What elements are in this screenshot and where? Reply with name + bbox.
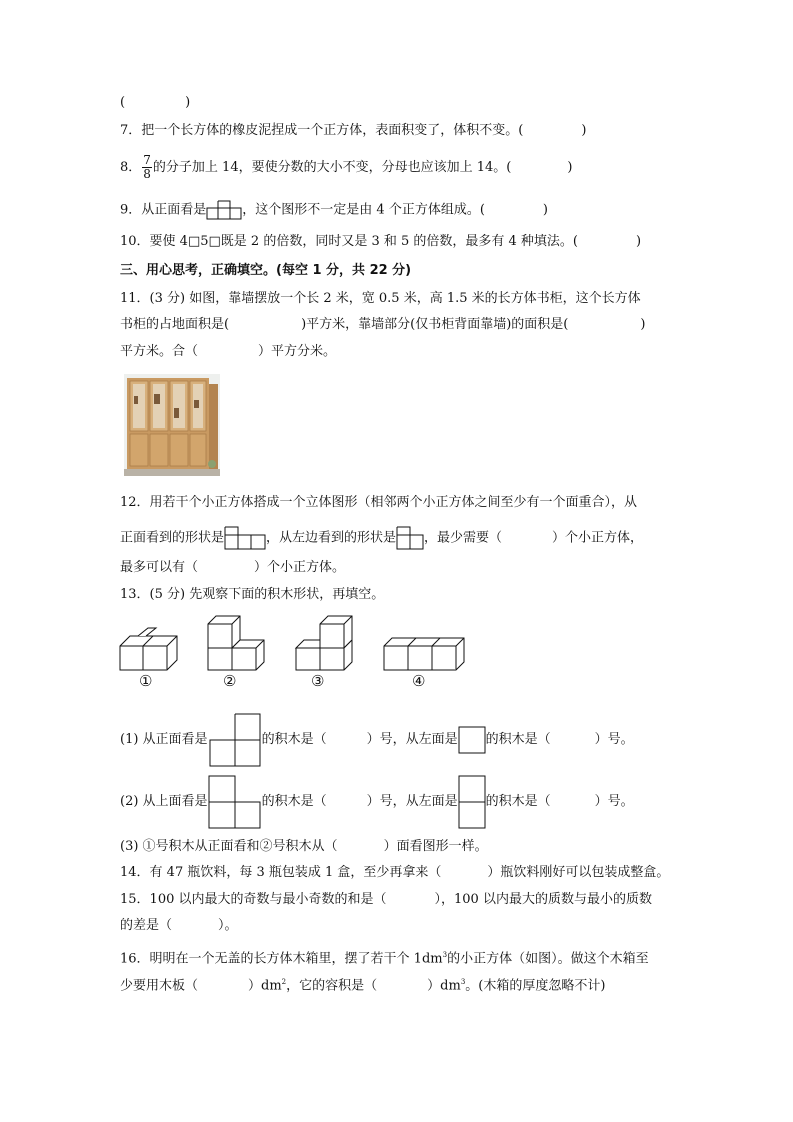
q12-left-view-figure [396, 526, 424, 550]
block-label-2: ② [223, 672, 237, 690]
question-11-line2: 书柜的占地面积是( )平方米，靠墙部分(仅书柜背面靠墙)的面积是( ) [120, 317, 646, 332]
question-9: 9．从正面看是 ，这个图形不一定是由 4 个正方体组成。( ) [120, 200, 548, 220]
question-11-line1: 11．(3 分) 如图，靠墙摆放一个长 2 米，宽 0.5 米，高 1.5 米的长方体书柜，这个长方体 [120, 291, 641, 306]
q13-left-view-stack-figure [458, 775, 486, 829]
question-13-title: 13．(5 分) 先观察下面的积木形状，再填空。 [120, 587, 385, 602]
question-8: 8． $\frac{7}{8}$ 的分子加上 14，要使分数的大小不变，分母也应该加上 14。( ) [120, 153, 573, 181]
q13-front-view-figure [208, 713, 262, 767]
q13-left-view-single-figure [458, 726, 486, 754]
q12-front-view-figure [224, 526, 266, 550]
question-11-line3: 平方米。合（ ）平方分米。 [120, 344, 337, 359]
q6-answer-blank[interactable]: ( ) [120, 95, 191, 110]
question-12-line3: 最多可以有（ ）个小正方体。 [120, 560, 346, 575]
block-label-1: ① [139, 672, 153, 690]
block-figure-2 [206, 614, 268, 672]
q9-front-view-figure [206, 200, 242, 220]
question-16-line1: 16．明明在一个无盖的长方体木箱里，摆了若干个 $1dm^3$的小正方体（如图）。做这个木箱至 [120, 951, 649, 967]
question-7: 7．把一个长方体的橡皮泥捏成一个正方体，表面积变了，体积不变。( ) [120, 123, 587, 138]
block-figure-3 [294, 614, 356, 672]
question-13-part-2: (2) 从上面看是 的积木是（ ）号，从左面是 的积木是（ ）号。 [120, 774, 634, 830]
block-figure-4 [382, 636, 466, 672]
block-label-3: ③ [311, 672, 325, 690]
block-figure-1 [118, 628, 182, 672]
question-15-line2: 的差是（ ）。 [120, 918, 238, 933]
block-label-4: ④ [412, 672, 426, 690]
question-12-line2: 正面看到的形状是 ，从左边看到的形状是 ，最少需要（ ）个小正方体， [120, 526, 643, 550]
question-15-line1: 15．100 以内最大的奇数与最小奇数的和是（ ），100 以内最大的质数与最小的质数 [120, 892, 652, 907]
bookcase-photo [124, 374, 220, 476]
section-3-title: 三、用心思考，正确填空。(每空 1 分，共 22 分) [120, 263, 412, 278]
q13-top-view-figure [208, 775, 262, 829]
question-14: 14．有 47 瓶饮料，每 3 瓶包装成 1 盒，至少再拿来（ ）瓶饮料刚好可以包装成整盒。 [120, 865, 670, 880]
question-12-line1: 12．用若干个小正方体搭成一个立体图形（相邻两个小正方体之间至少有一个面重合），从 [120, 495, 638, 510]
question-10: 10．要使 4□5□既是 2 的倍数，同时又是 3 和 5 的倍数，最多有 4 种填法。( ) [120, 234, 642, 249]
question-13-part-3: (3) ①号积木从正面看和②号积木从（ ）面看图形一样。 [120, 839, 488, 854]
fraction-7-8: $\frac{7}{8}$ [143, 153, 151, 181]
question-16-line2: 少要用木板（ ）$dm^2$，它的容积是（ ）$dm^3$。(木箱的厚度忽略不计) [120, 978, 606, 994]
question-13-part-1: (1) 从正面看是 的积木是（ ）号，从左面是 的积木是（ ）号。 [120, 712, 634, 768]
